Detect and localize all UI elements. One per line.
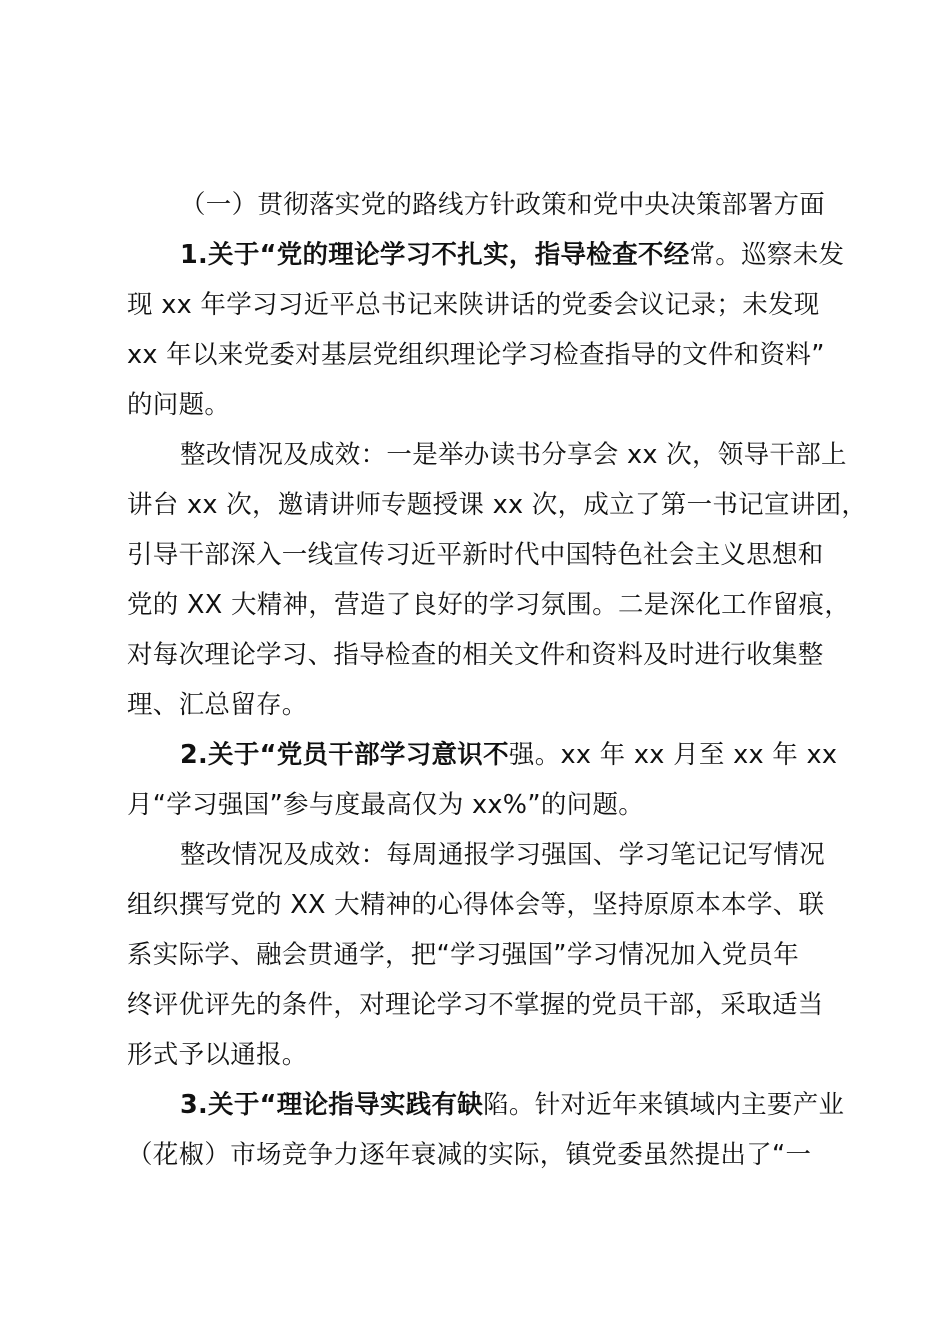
item-1-rectification-line: 党的 XX 大精神，营造了良好的学习氛围。二是深化工作留痕，	[127, 590, 851, 620]
item-2-rectification-line: 系实际学、融会贯通学，把“学习强国”学习情况加入党员年	[127, 940, 800, 970]
section-heading: （一）贯彻落实党的路线方针政策和党中央决策部署方面	[180, 190, 826, 220]
item-2-rectification-line: 组织撰写党的 XX 大精神的心得体会等，坚持原原本本学、联	[127, 890, 825, 920]
item-2-first-line	[180, 730, 837, 780]
item-1-line: xx 年以来党委对基层党组织理论学习检查指导的文件和资料”	[127, 340, 825, 370]
item-1-rectification-line: 对每次理论学习、指导检查的相关文件和资料及时进行收集整	[127, 640, 824, 670]
item-1-rectification-line: 引导干部深入一线宣传习近平新时代中国特色社会主义思想和	[127, 540, 824, 570]
item-3-text: 陷。针对近年来镇域内主要产业	[483, 1090, 845, 1120]
item-2-title: 2.关于“党员干部学习意识不	[180, 740, 509, 770]
item-2-text: 强。xx 年 xx 月至 xx 年 xx	[508, 740, 838, 770]
item-2-rectification-line: 终评优评先的条件，对理论学习不掌握的党员干部，采取适当	[127, 990, 824, 1020]
item-1-rectification-line: 讲台 xx 次，邀请讲师专题授课 xx 次，成立了第一书记宣讲团，	[127, 490, 868, 520]
item-1-rectification-line: 理、汇总留存。	[127, 690, 308, 720]
item-1-first-line	[180, 230, 844, 280]
item-3-title: 3.关于“理论指导实践有缺	[180, 1090, 484, 1120]
item-3-line: （花椒）市场竞争力逐年衰减的实际，镇党委虽然提出了“一	[127, 1140, 812, 1170]
item-3-first-line	[180, 1080, 844, 1130]
item-1-text: 常。巡察未发	[689, 240, 845, 270]
item-2-rectification-line: 整改情况及成效：每周通报学习强国、学习笔记记写情况	[180, 840, 826, 870]
item-1-line: 现 xx 年学习习近平总书记来陕讲话的党委会议记录；未发现	[127, 290, 820, 320]
item-1-line: 的问题。	[127, 390, 231, 420]
item-2-rectification-line: 形式予以通报。	[127, 1040, 308, 1070]
item-2-line: 月“学习强国”参与度最高仅为 xx%”的问题。	[127, 790, 645, 820]
item-1-rectification-line: 整改情况及成效：一是举办读书分享会 xx 次，领导干部上	[180, 440, 847, 470]
item-1-title: 1.关于“党的理论学习不扎实，指导检查不经	[180, 240, 690, 270]
